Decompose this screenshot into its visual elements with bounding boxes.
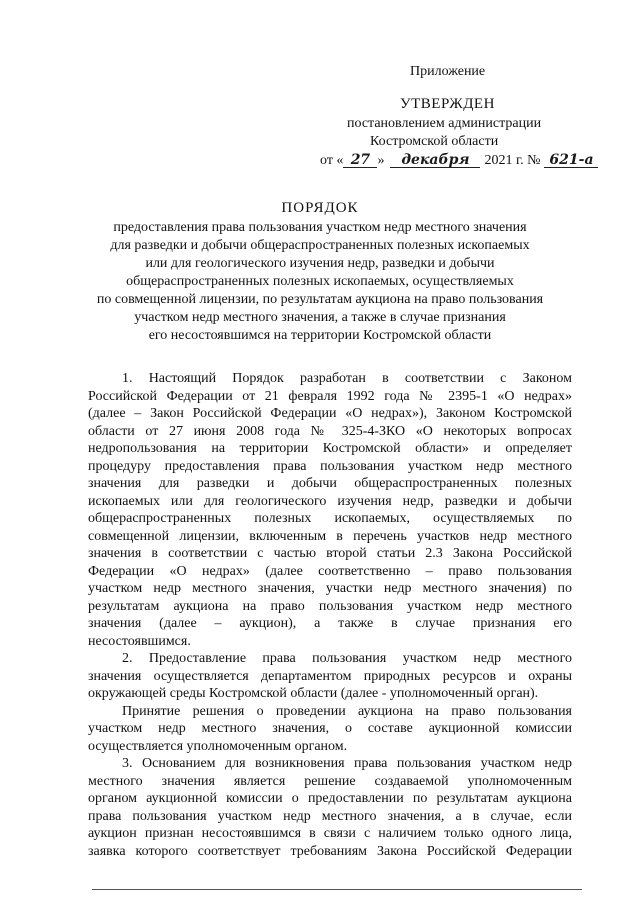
approved-region-line: Костромской области xyxy=(370,134,499,149)
body-line: Федерации «О недрах» (далее соответственно – право пользования xyxy=(88,563,572,579)
body-line: значения в соответствии с частью второй статьи 2.3 Закона Российской xyxy=(88,546,572,561)
document-subtitle xyxy=(60,219,580,345)
body-line: окружающей среды Костромской области (далее - уполномоченный орган). xyxy=(88,686,539,701)
body-line: ископаемых или для геологического изучения недр, разведки и добычи xyxy=(88,493,572,509)
subtitle-line: участком недр местного значения, а также в случае признания xyxy=(134,310,506,325)
date-year: 2021 г. № xyxy=(484,153,541,168)
approval-date-line xyxy=(320,153,598,169)
date-prefix: от « xyxy=(320,153,344,168)
approved-by-line: постановлением администрации xyxy=(347,116,542,131)
body-line: 3. Основанием для возникновения права пользования участком недр xyxy=(122,756,572,771)
body-line: осуществляется уполномоченным органом. xyxy=(88,738,348,754)
handwritten-month: декабря xyxy=(390,153,480,168)
body-line: значения для разведки и добычи общераспространенных полезных xyxy=(88,476,572,491)
handwritten-number: 621-а xyxy=(544,153,598,168)
handwritten-day: 27 xyxy=(343,153,377,168)
body-line: результатам аукциона на право пользования участком недр местного xyxy=(88,598,572,614)
body-line: значения осуществляется департаментом природных ресурсов и охраны xyxy=(88,668,572,684)
body-line: (далее – Закон Российской Федерации «О недрах»), Законом Костромской xyxy=(88,406,572,421)
subtitle-line: по совмещенной лицензии, по результатам аукциона на право пользования xyxy=(96,292,544,307)
body-line: Принятие решения о проведении аукциона на право пользования xyxy=(122,703,572,719)
subtitle-line: или для геологического изучения недр, разведки и добычи xyxy=(145,256,495,271)
body-line: 1. Настоящий Порядок разработан в соответствии с Законом xyxy=(122,371,572,386)
body-line: права пользования участком недр местного значения, а в случае, если xyxy=(88,808,572,824)
body-line: органом аукционной комиссии о предоставлении по результатам аукциона xyxy=(88,791,572,806)
body-line: несостоявшимся. xyxy=(88,633,191,649)
body-line: области от 27 июня 2008 года № 325-4-ЗКО «О некоторых вопросах xyxy=(88,423,572,439)
body-line: местного значения является решение создаваемой уполномоченным xyxy=(88,773,572,789)
subtitle-line: его несостоявшимся на территории Костромской области xyxy=(148,328,492,343)
page-bottom-rule xyxy=(92,889,582,890)
body-line: недропользования на территории Костромской области» и определяет xyxy=(88,441,572,456)
body-line: участком недр местного значения, о составе аукционной комиссии xyxy=(88,721,572,736)
body-line: Российской Федерации от 21 февраля 1992 года № 2395-1 «О недрах» xyxy=(88,388,572,404)
body-line: аукцион признан несостоявшимся в связи с наличием только одного лица, xyxy=(88,826,572,841)
approved-heading: УТВЕРЖДЕН xyxy=(400,96,495,112)
body-line: значения (далее – аукцион), а также в случае признания его xyxy=(88,616,572,631)
body-line: совмещенной лицензии, включенным в перечень участков недр местного xyxy=(88,528,572,544)
subtitle-line: общераспространенных полезных ископаемых, осуществляемых xyxy=(126,274,514,289)
body-line: процедуру предоставления права пользования участком недр местного xyxy=(88,458,572,474)
document-body xyxy=(88,370,572,860)
subtitle-line: для разведки и добычи общераспространенных полезных ископаемых xyxy=(110,238,530,253)
document-title: ПОРЯДОК xyxy=(281,200,359,216)
body-line: 2. Предоставление права пользования участком недр местного xyxy=(122,651,572,666)
date-close-quote: » xyxy=(377,153,385,168)
body-line: общераспространенных полезных ископаемых, осуществляемых по xyxy=(88,511,572,526)
appendix-label: Приложение xyxy=(410,64,486,79)
subtitle-line: предоставления права пользования участком недр местного значения xyxy=(113,220,527,235)
body-line: участком недр местного значения, участки недр местного значения) по xyxy=(88,581,572,596)
body-line: заявка которого соответствует требованиям Закона Российской Федерации xyxy=(88,843,572,859)
